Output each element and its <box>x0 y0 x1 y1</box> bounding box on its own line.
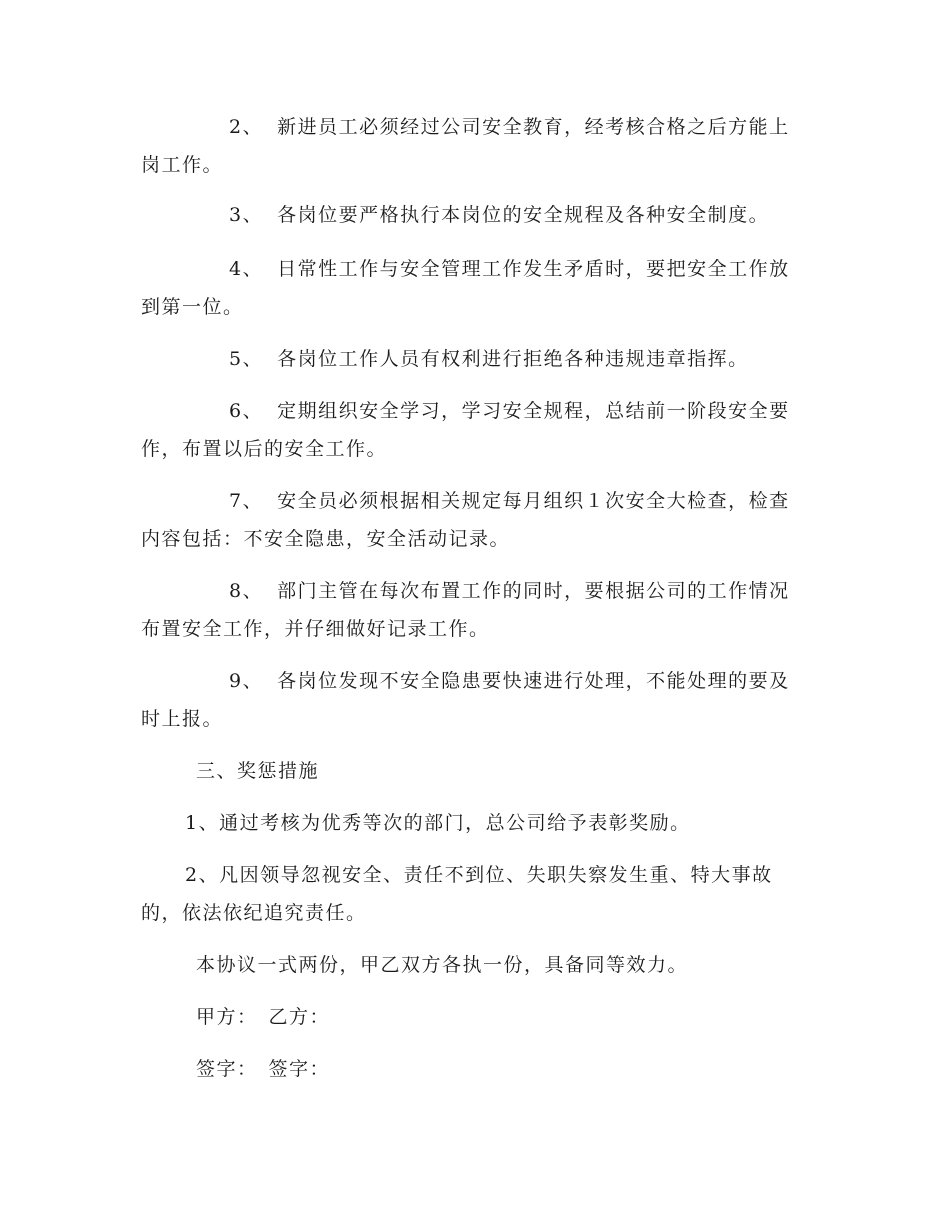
clause-text: 日常性工作与安全管理工作发生矛盾时，要把安全工作放到第一位。 <box>141 258 790 318</box>
clause-6 <box>141 392 806 468</box>
clause-text: 安全员必须根据相关规定每月组织１次安全大检查，检查内容包括：不安全隐患，安全活动记录。 <box>141 490 790 550</box>
agreement-note: 本协议一式两份，甲乙双方各执一份，具备同等效力。 <box>196 954 689 976</box>
clause-number: 9、 <box>229 670 264 692</box>
reward-item-1: 1、通过考核为优秀等次的部门，总公司给予表彰奖励。 <box>185 812 691 834</box>
clause-8 <box>141 572 806 648</box>
clause-text: 各岗位要严格执行本岗位的安全规程及各种安全制度。 <box>277 204 770 226</box>
clause-3 <box>141 196 806 234</box>
clause-4 <box>141 250 806 326</box>
clause-text: 各岗位工作人员有权利进行拒绝各种违规违章指挥。 <box>277 348 749 370</box>
clause-9 <box>141 662 806 738</box>
clause-number: 7、 <box>229 490 264 512</box>
signature-line: 签字： 签字： <box>196 1058 331 1080</box>
clause-number: 4、 <box>229 258 264 280</box>
clause-text: 各岗位发现不安全隐患要快速进行处理，不能处理的要及时上报。 <box>141 670 790 730</box>
section-heading: 三、奖惩措施 <box>196 760 320 782</box>
clause-number: 2、 <box>229 116 264 138</box>
reward-item-2: 2、凡因领导忽视安全、责任不到位、失职失察发生重、特大事故的，依法依纪追究责任。 <box>141 864 773 924</box>
clause-number: 3、 <box>229 204 264 226</box>
clause-7 <box>141 482 806 558</box>
clause-number: 8、 <box>229 580 264 602</box>
clause-5 <box>141 340 806 378</box>
clause-number: 6、 <box>229 400 264 422</box>
party-line: 甲方： 乙方： <box>196 1006 331 1028</box>
clause-text: 定期组织安全学习，学习安全规程，总结前一阶段安全要作，布置以后的安全工作。 <box>141 400 790 460</box>
clause-2 <box>141 108 806 184</box>
clause-text: 新进员工必须经过公司安全教育，经考核合格之后方能上岗工作。 <box>141 116 790 176</box>
clause-number: 5、 <box>229 348 264 370</box>
clause-text: 部门主管在每次布置工作的同时，要根据公司的工作情况布置安全工作，并仔细做好记录工作。 <box>141 580 790 640</box>
